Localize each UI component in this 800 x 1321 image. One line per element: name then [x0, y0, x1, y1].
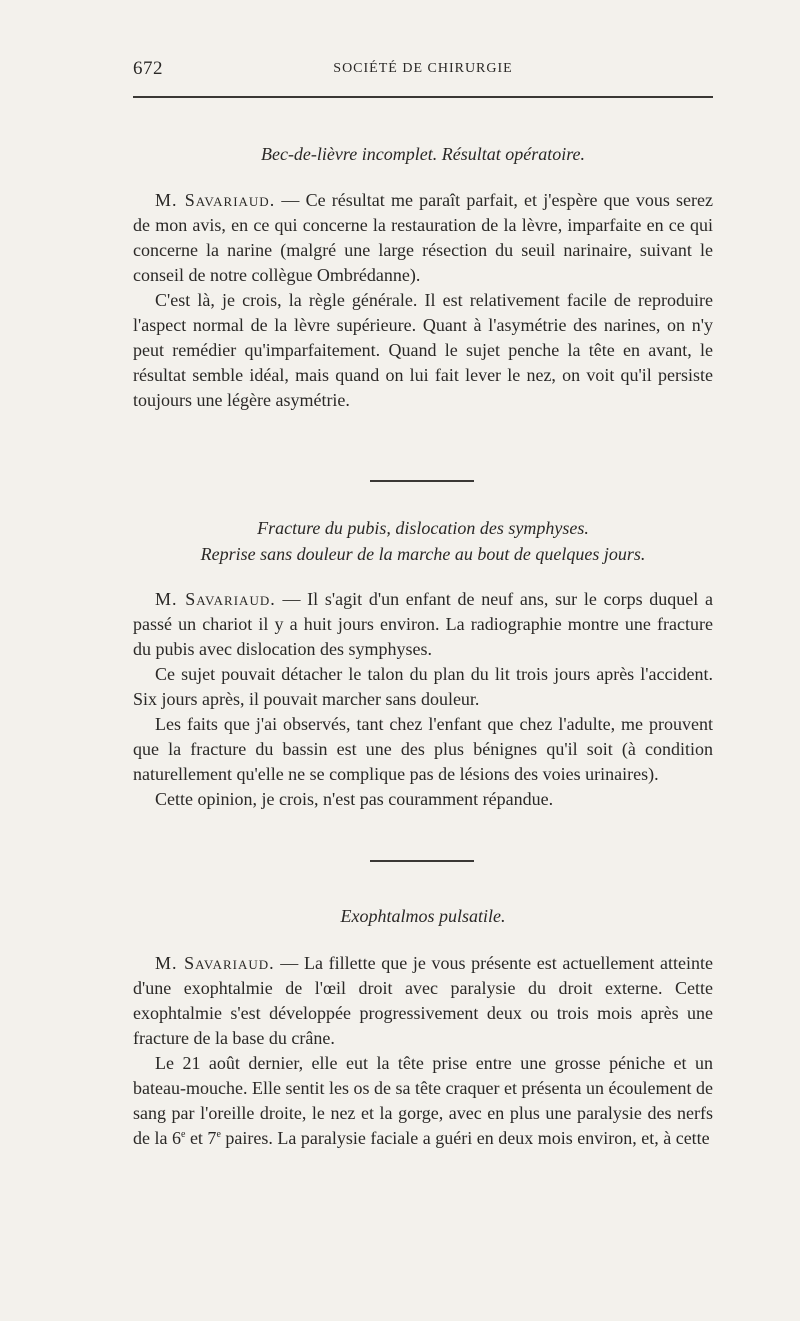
paragraph [133, 188, 713, 288]
paragraph [133, 587, 713, 662]
section-exophtalmos [133, 903, 713, 1151]
paragraph-text: — La fillette que je vous présente est actuellement atteinte d'une exophtalmie de l'œil droit avec paralysie du droit externe. Cette exophtalmie s'est développée progressivement deux ou trois mois après une fracture de la base du crâne. [133, 953, 713, 1048]
paragraph-text: Le 21 août dernier, elle eut la tête prise entre une grosse péniche et un bateau-mouche. Elle sentit les os de sa tête craquer et présenta un écoulement de sang par l'oreille droite, le nez et la gorge, avec en plus une paralysie des nerfs de la 6 [133, 1053, 713, 1148]
page-number: 672 [133, 58, 163, 79]
paragraph [133, 1051, 713, 1151]
speaker-name: M. Savariaud. [155, 953, 275, 973]
section-separator [370, 860, 474, 862]
section-title: Fracture du pubis, dislocation des symphyses. [257, 518, 589, 538]
paragraph-text: et 7 [185, 1128, 217, 1148]
paragraph: Les faits que j'ai observés, tant chez l'enfant que chez l'adulte, me prouvent que la fracture du bassin est une des plus bénignes qu'il soit (à condition naturellement qu'elle ne se complique pas de lésions des voies urinaires). [133, 714, 713, 784]
running-head: SOCIÉTÉ DE CHIRURGIE [333, 61, 513, 76]
paragraph-text: — Ce résultat me paraît parfait, et j'espère que vous serez de mon avis, en ce qui concerne la restauration de la lèvre, imparfaite en ce qui concerne la narine (malgré une large résection du seuil narinaire, suivant le conseil de notre collègue Ombrédanne). [133, 190, 713, 285]
paragraph: C'est là, je crois, la règle générale. Il est relativement facile de reproduire l'aspect normal de la lèvre supérieure. Quant à l'asymétrie des narines, on n'y peut remédier qu'imparfaitement. Quand le sujet penche la tête en avant, le résultat semble idéal, mais quand on lui fait lever le nez, on voit qu'il persiste toujours une légère asymétrie. [133, 290, 713, 410]
paragraph-text: paires. La paralysie faciale a guéri en deux mois environ, et, à cette [220, 1128, 710, 1148]
header-rule [133, 96, 713, 98]
section-separator [370, 480, 474, 482]
speaker-name: M. Savariaud. [155, 190, 276, 210]
paragraph: Ce sujet pouvait détacher le talon du plan du lit trois jours après l'accident. Six jours après, il pouvait marcher sans douleur. [133, 664, 713, 709]
section-title: Bec-de-lièvre incomplet. Résultat opératoire. [260, 144, 586, 164]
paragraph-text: — Il s'agit d'un enfant de neuf ans, sur le corps duquel a passé un chariot il y a huit jours environ. La radiographie montre une fracture du pubis avec dislocation des symphyses. [133, 589, 713, 659]
section-bec-de-lievre [133, 141, 713, 413]
paragraph: Cette opinion, je crois, n'est pas couramment répandue. [155, 789, 554, 809]
ordinal-suffix: e [180, 1129, 186, 1140]
paragraph [133, 951, 713, 1051]
ordinal-suffix: e [216, 1129, 221, 1140]
section-fracture-pubis [133, 515, 713, 812]
section-title: Exophtalmos pulsatile. [340, 906, 506, 926]
page-header [133, 58, 713, 88]
section-subtitle: Reprise sans douleur de la marche au bout de quelques jours. [200, 544, 646, 564]
speaker-name: M. Savariaud. [155, 589, 276, 609]
